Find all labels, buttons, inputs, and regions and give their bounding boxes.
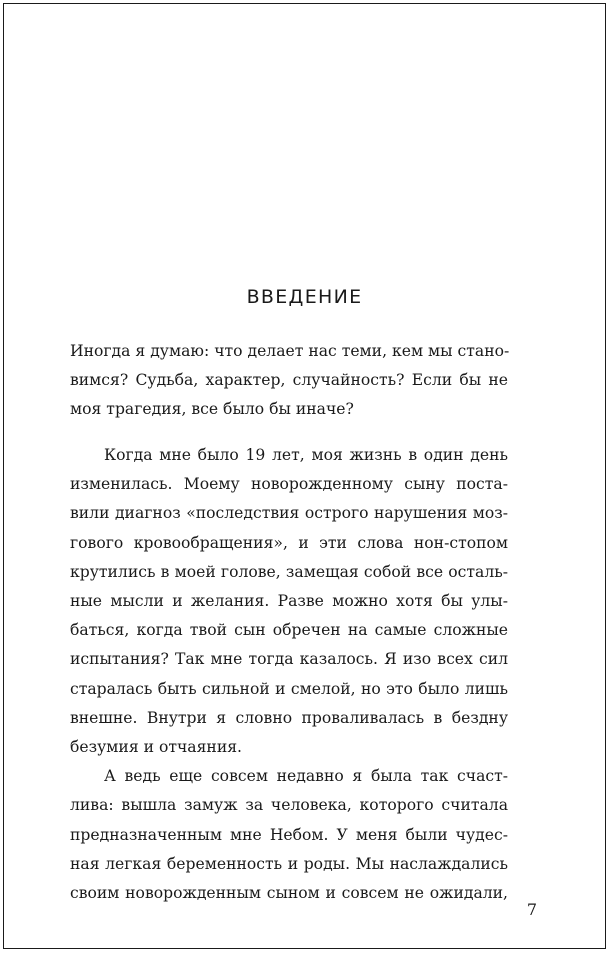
text-line: старалась быть сильной и смелой, но это было лишь <box>70 679 508 698</box>
text-line: ная легкая беременность и роды. Мы наслаждались <box>70 854 508 873</box>
body-paragraphs <box>70 441 508 908</box>
text-line: вимся? Судьба, характер, случайность? Если бы не <box>70 371 508 390</box>
book-page <box>3 3 606 949</box>
text-line: А ведь еще совсем недавно я была так счаст- <box>104 767 508 786</box>
text-line: гового кровообращения», и эти слова нон-стопом <box>70 533 508 552</box>
text-line: изменилась. Моему новорожденному сыну поста- <box>70 475 508 494</box>
text-line: предназначенным мне Небом. У меня были чудес- <box>70 825 508 844</box>
page-number: 7 <box>526 900 537 919</box>
text-line: испытания? Так мне тогда казалось. Я изо всех сил <box>70 650 508 669</box>
text-line: Когда мне было 19 лет, моя жизнь в один день <box>104 446 508 464</box>
text-line: Иногда я думаю: что делает нас теми, кем мы стано- <box>70 342 510 360</box>
chapter-heading: ВВЕДЕНИЕ <box>246 286 363 308</box>
text-line: вили диагноз «последствия острого нарушения моз- <box>70 504 508 523</box>
text-line: своим новорожденным сыном и совсем не ожидали, <box>70 884 508 903</box>
text-line: безумия и отчаяния. <box>70 738 243 757</box>
text-line: ные мысли и желания. Разве можно хотя бы улы- <box>70 592 508 611</box>
text-line: лива: вышла замуж за человека, которого считала <box>70 796 508 815</box>
text-line: баться, когда твой сын обречен на самые сложные <box>70 621 508 640</box>
text-line: моя трагедия, все было бы иначе? <box>70 400 354 419</box>
text-line: внешне. Внутри я словно проваливалась в бездну <box>70 708 508 727</box>
text-line: крутились в моей голове, замещая собой все осталь- <box>70 562 508 581</box>
intro-paragraph <box>70 337 508 425</box>
